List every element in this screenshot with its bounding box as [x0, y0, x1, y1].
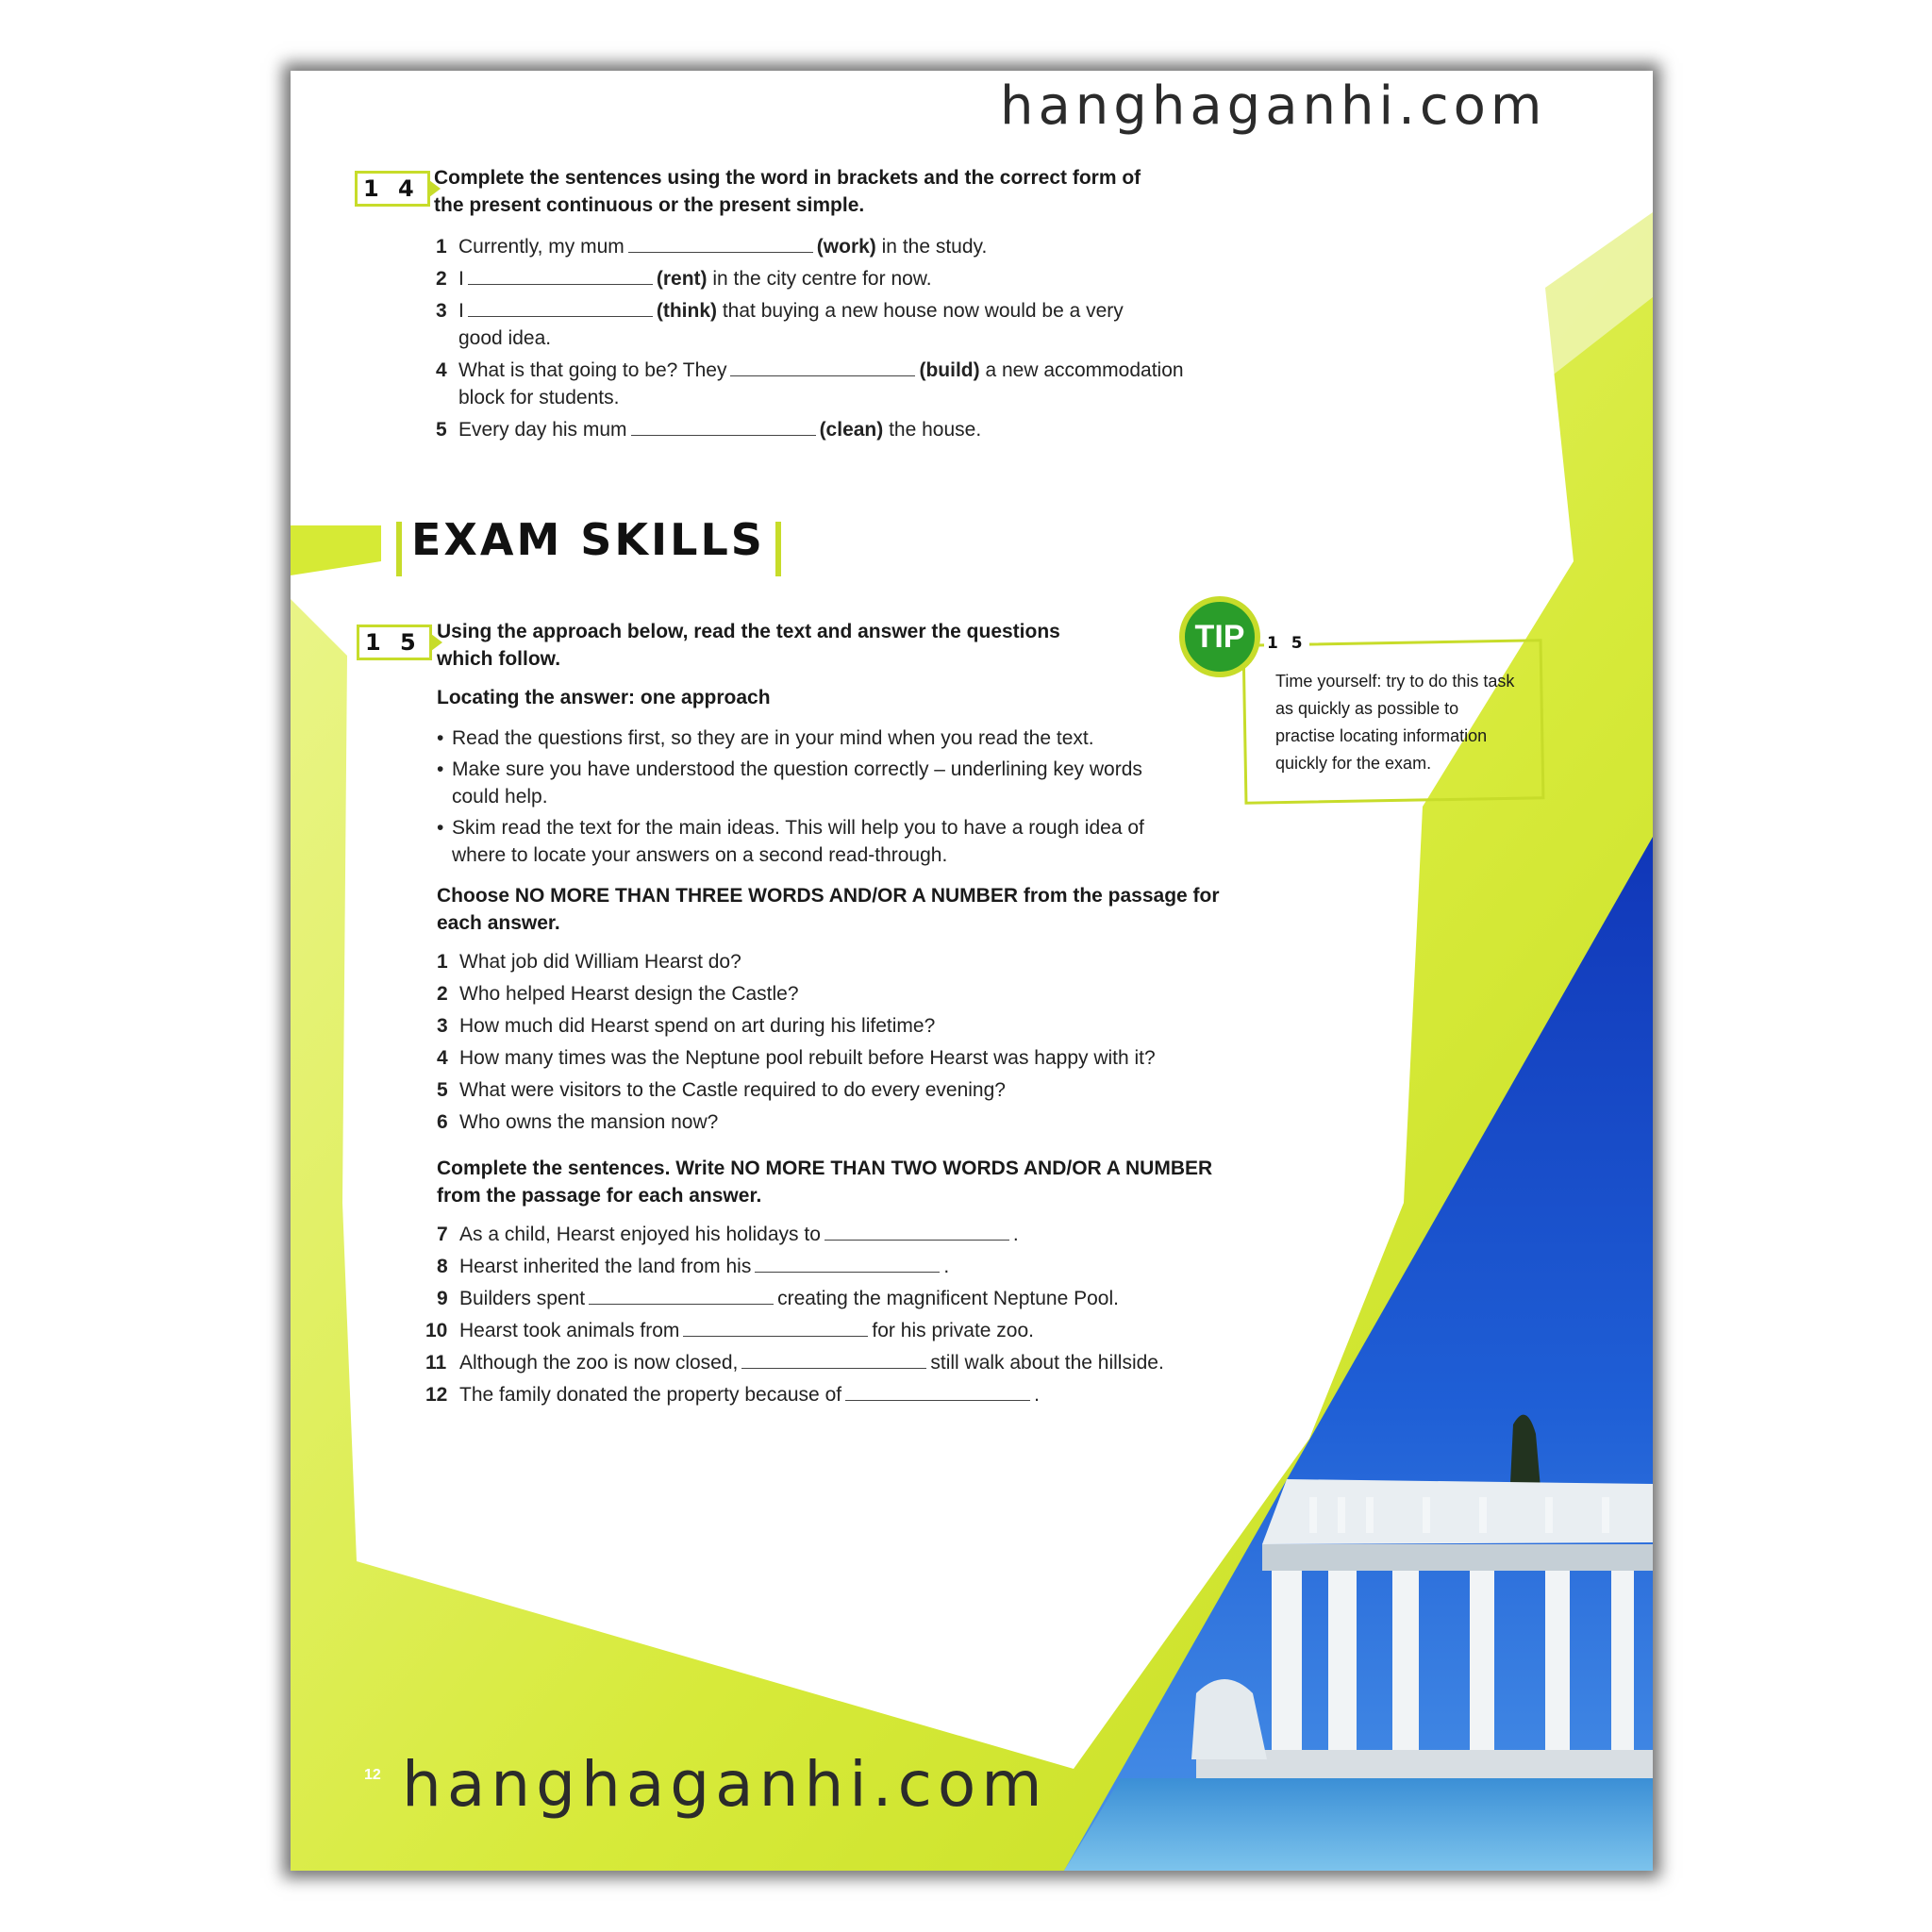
list-item: 3 I (think) that buying a new house now would be a very good idea.	[436, 297, 1247, 352]
answer-blank[interactable]	[824, 1221, 1009, 1241]
bullet-item: • Make sure you have understood the question correctly – underlining key words could help.	[437, 756, 1173, 810]
answer-blank[interactable]	[589, 1285, 774, 1305]
page-number: 12	[364, 1767, 381, 1783]
questions-instruction: Choose NO MORE THAN THREE WORDS AND/OR A NUMBER from the passage for each answer.	[437, 885, 1220, 934]
question-item: 2 Who helped Hearst design the Castle?	[437, 983, 799, 1005]
answer-blank[interactable]	[628, 233, 813, 253]
list-item: 2 I (rent) in the city centre for now.	[436, 265, 1247, 292]
question-item: 5 What were visitors to the Castle required to do every evening?	[437, 1079, 1006, 1101]
question-item: 4 How many times was the Neptune pool rebuilt before Hearst was happy with it?	[437, 1047, 1156, 1069]
bullet-item: • Skim read the text for the main ideas. This will help you to have a rough idea of where to locate your answers on a second read-through.	[437, 814, 1173, 869]
answer-blank[interactable]	[730, 357, 915, 376]
exercise-15-instruction: Using the approach below, read the text and answer the questions which follow.	[437, 621, 1060, 670]
heading-bracket-left	[396, 522, 402, 576]
textbook-page	[291, 71, 1653, 1871]
answer-blank[interactable]	[631, 416, 816, 436]
questions-list	[437, 948, 1248, 1141]
sentence-item: 9 Builders spent creating the magnificent Neptune Pool.	[425, 1285, 1237, 1312]
watermark-bottom: hanghaganhi.com	[402, 1748, 1048, 1821]
approach-heading: Locating the answer: one approach	[437, 687, 771, 708]
answer-blank[interactable]	[468, 297, 653, 317]
sentence-item: 8 Hearst inherited the land from his .	[425, 1253, 1237, 1280]
question-item: 3 How much did Hearst spend on art during his lifetime?	[437, 1015, 936, 1037]
approach-bullets	[437, 724, 1173, 873]
list-item: 4 What is that going to be? They (build) a new accommodation block for students.	[436, 357, 1247, 411]
question-item: 1 What job did William Hearst do?	[437, 951, 741, 973]
sentences-list	[425, 1221, 1237, 1413]
exercise-15-badge: 1 5	[357, 625, 432, 660]
sentences-instruction: Complete the sentences. Write NO MORE THAN TWO WORDS AND/OR A NUMBER from the passage for each answer.	[437, 1158, 1213, 1207]
list-item: 5 Every day his mum (clean) the house.	[436, 416, 1247, 443]
answer-blank[interactable]	[468, 265, 653, 285]
sentence-item: 10 Hearst took animals from for his private zoo.	[425, 1317, 1237, 1344]
watermark-top: hanghaganhi.com	[1000, 75, 1547, 137]
tip-badge: TIP	[1179, 596, 1260, 677]
answer-blank[interactable]	[755, 1253, 940, 1273]
answer-blank[interactable]	[845, 1381, 1030, 1401]
sentence-item: 12 The family donated the property because of .	[425, 1381, 1237, 1408]
exercise-14-badge: 1 4	[355, 171, 430, 207]
section-title: EXAM SKILLS	[411, 514, 765, 565]
exercise-14-instruction: Complete the sentences using the word in brackets and the correct form of the present continuous or the present simple.	[434, 167, 1141, 216]
tip-text: Time yourself: try to do this task as quickly as possible to practise locating information quickly for the exam.	[1275, 672, 1515, 773]
exercise-14-list	[436, 233, 1247, 448]
question-item: 6 Who owns the mansion now?	[437, 1111, 719, 1133]
tip-exercise-number: 1 5	[1264, 634, 1309, 653]
list-item: 1 Currently, my mum (work) in the study.	[436, 233, 1247, 260]
sentence-item: 11 Although the zoo is now closed, still walk about the hillside.	[425, 1349, 1237, 1376]
answer-blank[interactable]	[683, 1317, 868, 1337]
bullet-item: • Read the questions first, so they are in your mind when you read the text.	[437, 724, 1173, 752]
answer-blank[interactable]	[741, 1349, 926, 1369]
sentence-item: 7 As a child, Hearst enjoyed his holidays to .	[425, 1221, 1237, 1248]
heading-bracket-right	[775, 522, 781, 576]
